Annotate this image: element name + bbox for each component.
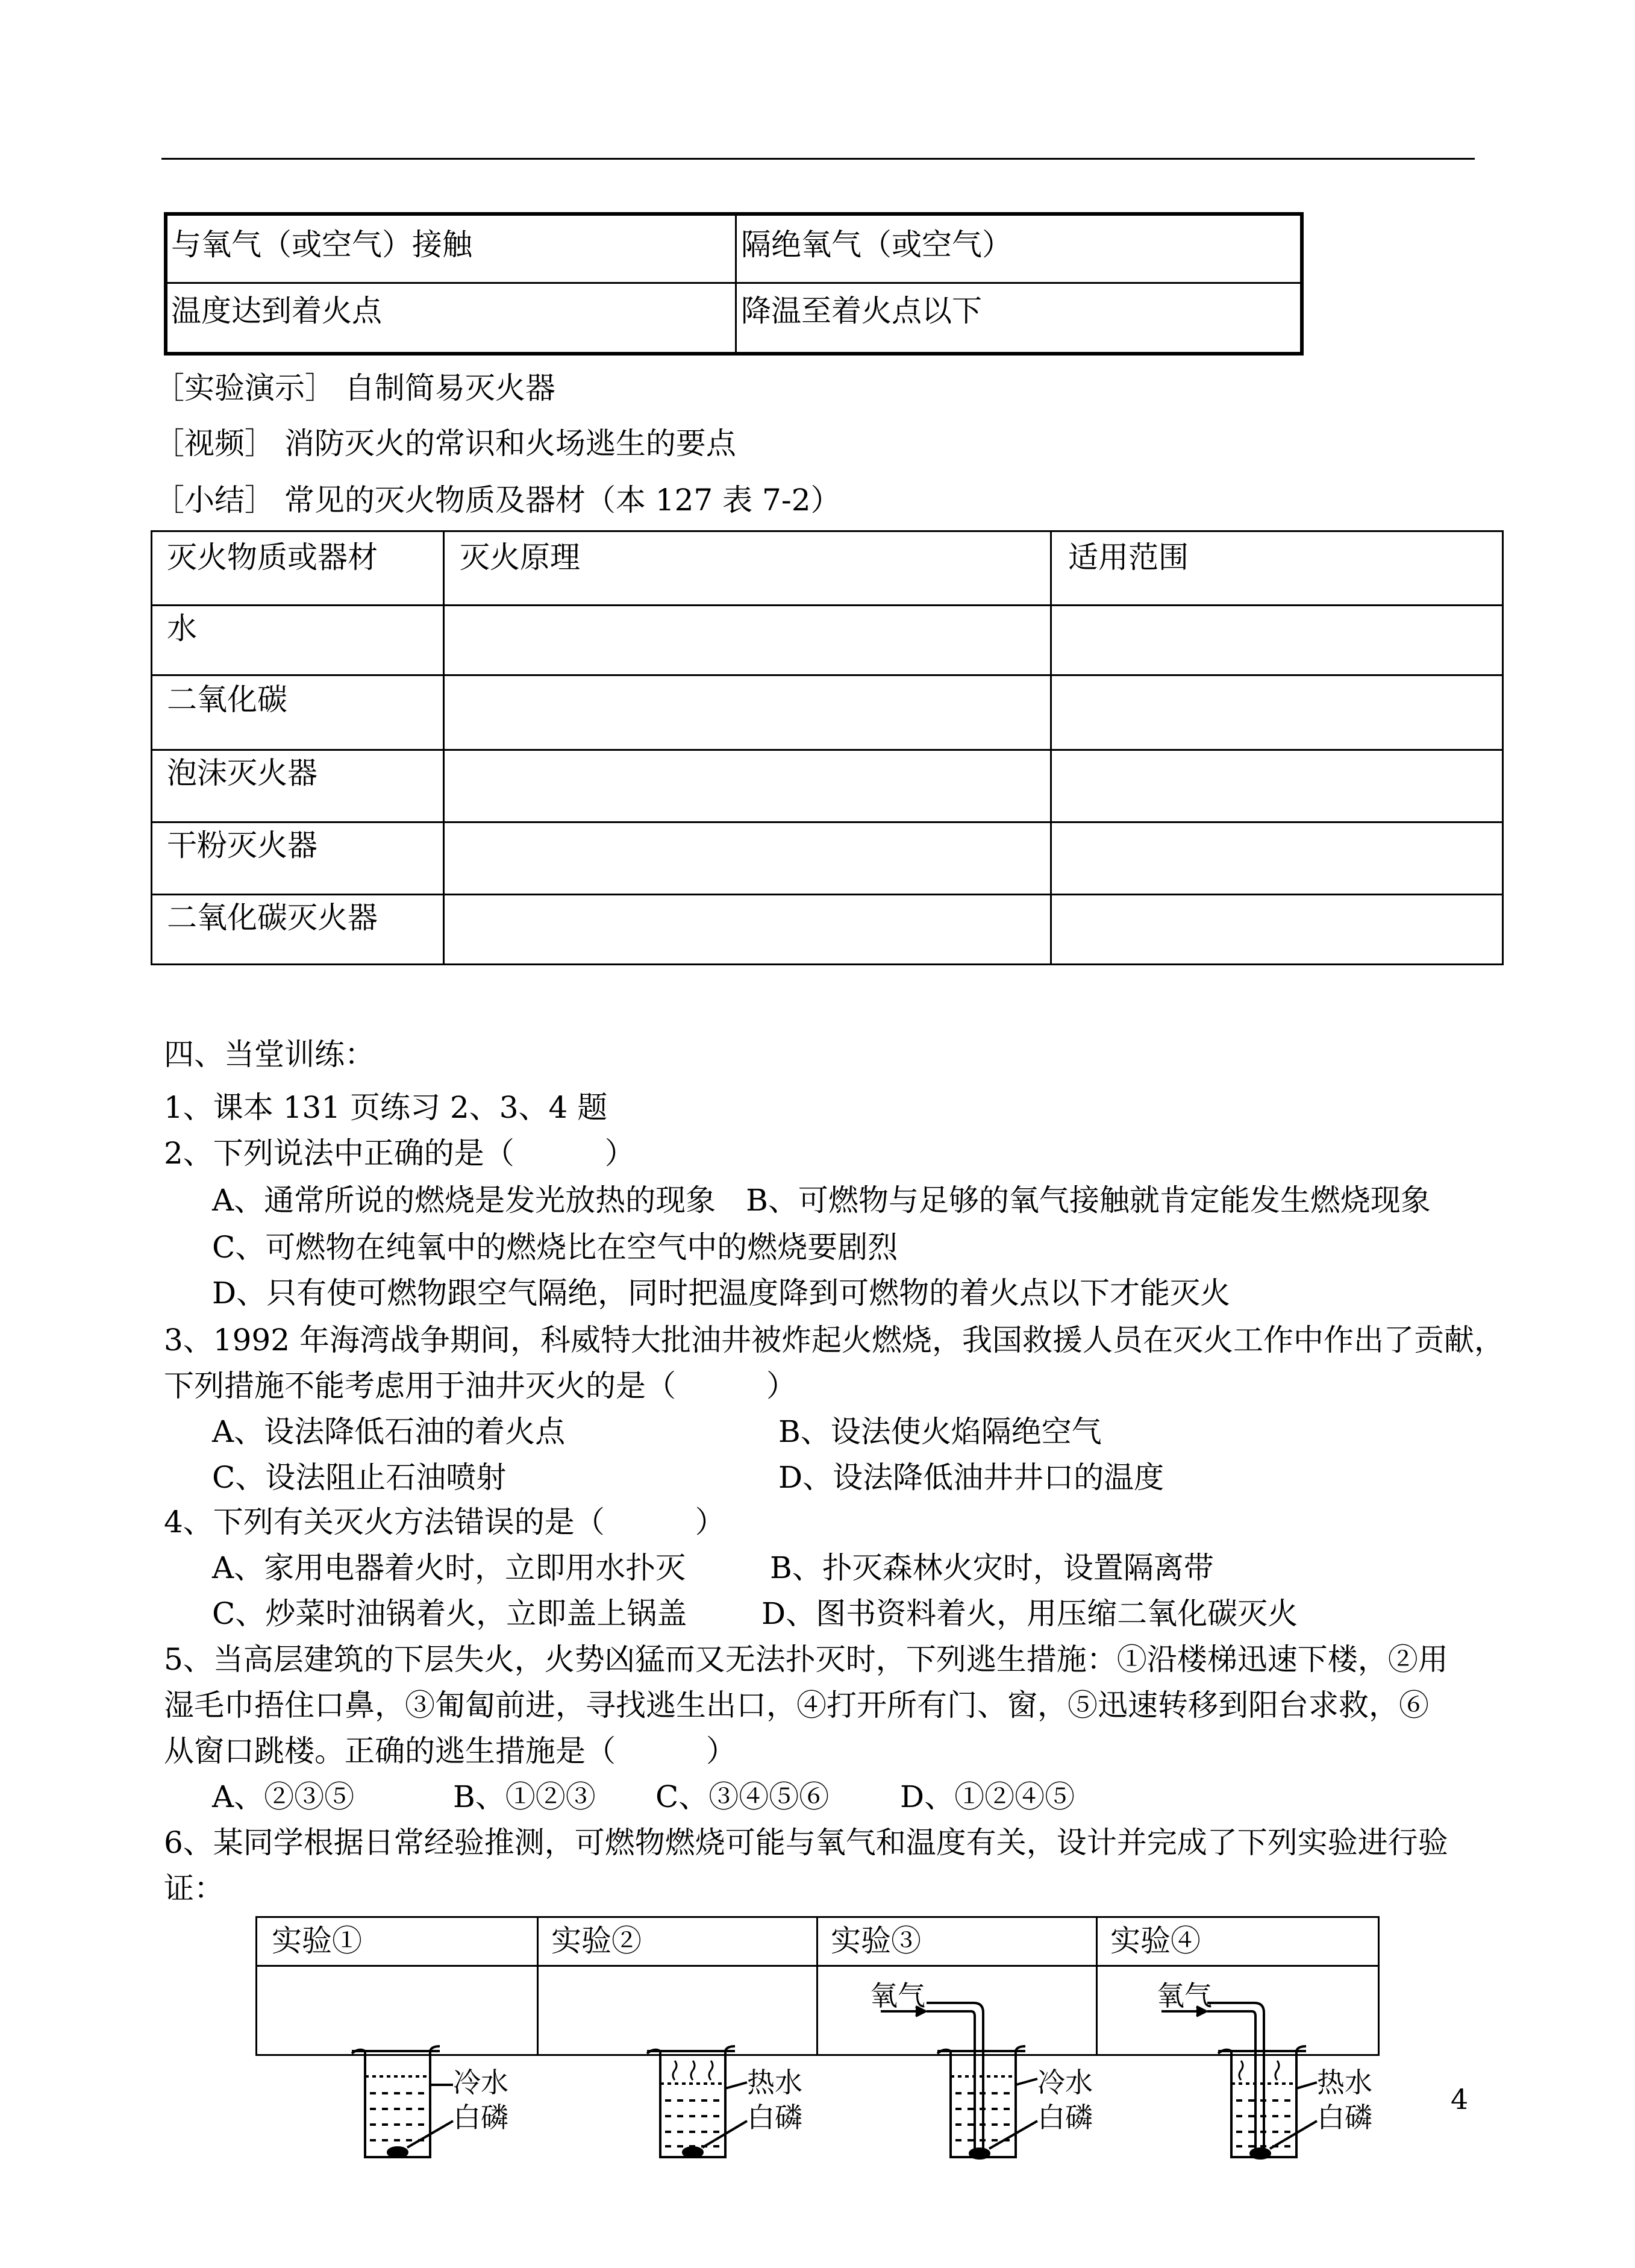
question-2-stem: 2、下列说法中正确的是（ ）: [164, 1136, 635, 1171]
table-header: 灭火原理: [460, 540, 580, 575]
water-label: 冷水: [1037, 2066, 1093, 2099]
phosphorus-label: 白磷: [453, 2101, 508, 2134]
table-row-label: 干粉灭火器: [167, 828, 317, 863]
question-2-option-ab: A、通常所说的燃烧是发光放热的现象 B、可燃物与足够的氧气接触就肯定能发生燃烧现象: [212, 1183, 1431, 1218]
beaker-1-illustration: [352, 2046, 453, 2157]
table-row-label: 二氧化碳灭火器: [167, 900, 378, 935]
phosphorus-label: 白磷: [747, 2101, 802, 2134]
question-6-stem: 证：: [164, 1871, 224, 1906]
question-5-stem: 湿毛巾捂住口鼻，③匍匐前进，寻找逃生出口，④打开所有门、窗，⑤迅速转移到阳台求救，⑥: [164, 1688, 1429, 1723]
question-4-option-c: C、炒菜时油锅着火，立即盖上锅盖: [212, 1596, 687, 1631]
question-2-option-c: C、可燃物在纯氧中的燃烧比在空气中的燃烧要剧烈: [212, 1230, 898, 1265]
question-5-option-b: B、①②③: [453, 1779, 596, 1814]
question-6-stem: 6、某同学根据日常经验推测，可燃物燃烧可能与氧气和温度有关，设计并完成了下列实验进行验: [164, 1825, 1448, 1860]
table-header: 灭火物质或器材: [167, 540, 378, 575]
question-3-option-d: D、设法降低油井井口的温度: [778, 1460, 1165, 1495]
beaker-3-illustration: [881, 2003, 1037, 2158]
phosphorus-label: 白磷: [1317, 2101, 1372, 2134]
question-3-stem: 3、1992 年海湾战争期间，科威特大批油井被炸起火燃烧，我国救援人员在灭火工作中作出了贡献，: [164, 1323, 1504, 1358]
question-3-option-a: A、设法降低石油的着火点: [212, 1414, 566, 1449]
question-4-option-a: A、家用电器着火时，立即用水扑灭: [212, 1550, 686, 1585]
water-label: 热水: [747, 2066, 802, 2099]
phosphorus-label: 白磷: [1037, 2101, 1093, 2134]
table-header: 适用范围: [1068, 540, 1189, 575]
video-line: ［视频］ 消防灭火的常识和火场逃生的要点: [154, 426, 736, 461]
water-label: 热水: [1317, 2066, 1372, 2099]
table-row-label: 二氧化碳: [167, 682, 287, 717]
table-cell: 隔绝氧气（或空气）: [741, 227, 1012, 262]
oxygen-label: 氧气: [870, 1979, 925, 2012]
experiment-title: 实验①: [272, 1923, 362, 1958]
page-number: 4: [1451, 2083, 1469, 2116]
table-cell: 与氧气（或空气）接触: [171, 227, 472, 262]
question-3-option-b: B、设法使火焰隔绝空气: [778, 1414, 1102, 1449]
table-cell: 降温至着火点以下: [741, 293, 982, 328]
question-1: 1、课本 131 页练习 2、3、4 题: [164, 1090, 608, 1125]
question-3-option-c: C、设法阻止石油喷射: [212, 1460, 507, 1495]
question-5-option-c: C、③④⑤⑥: [655, 1779, 830, 1814]
question-4-stem: 4、下列有关灭火方法错误的是（ ）: [164, 1505, 725, 1540]
water-label: 冷水: [453, 2066, 508, 2099]
question-5-stem: 从窗口跳楼。正确的逃生措施是（ ）: [164, 1734, 736, 1768]
demo-line: ［实验演示］ 自制简易灭火器: [154, 371, 555, 406]
section-heading: 四、当堂训练：: [164, 1037, 375, 1072]
oxygen-label: 氧气: [1157, 1979, 1212, 2012]
experiment-title: 实验②: [551, 1923, 642, 1958]
table-row-label: 泡沫灭火器: [167, 756, 317, 791]
question-5-stem: 5、当高层建筑的下层失火，火势凶猛而又无法扑灭时，下列逃生措施：①沿楼梯迅速下楼，②用: [164, 1642, 1448, 1677]
beaker-2-illustration: [647, 2046, 747, 2157]
table-cell: 温度达到着火点: [171, 293, 382, 328]
question-4-option-d: D、图书资料着火，用压缩二氧化碳灭火: [761, 1596, 1298, 1631]
table-row-label: 水: [167, 611, 197, 646]
question-5-option-a: A、②③⑤: [212, 1779, 355, 1814]
experiment-title: 实验④: [1110, 1923, 1201, 1958]
experiment-title: 实验③: [831, 1923, 921, 1958]
question-5-option-d: D、①②④⑤: [900, 1779, 1075, 1814]
question-2-option-d: D、只有使可燃物跟空气隔绝，同时把温度降到可燃物的着火点以下才能灭火: [212, 1276, 1231, 1311]
summary-line: ［小结］ 常见的灭火物质及器材（本 127 表 7-2）: [154, 483, 841, 518]
question-3-stem: 下列措施不能考虑用于油井灭火的是（ ）: [164, 1368, 796, 1403]
beaker-4-illustration: [1161, 2003, 1317, 2158]
question-4-option-b: B、扑灭森林火灾时，设置隔离带: [770, 1550, 1214, 1585]
